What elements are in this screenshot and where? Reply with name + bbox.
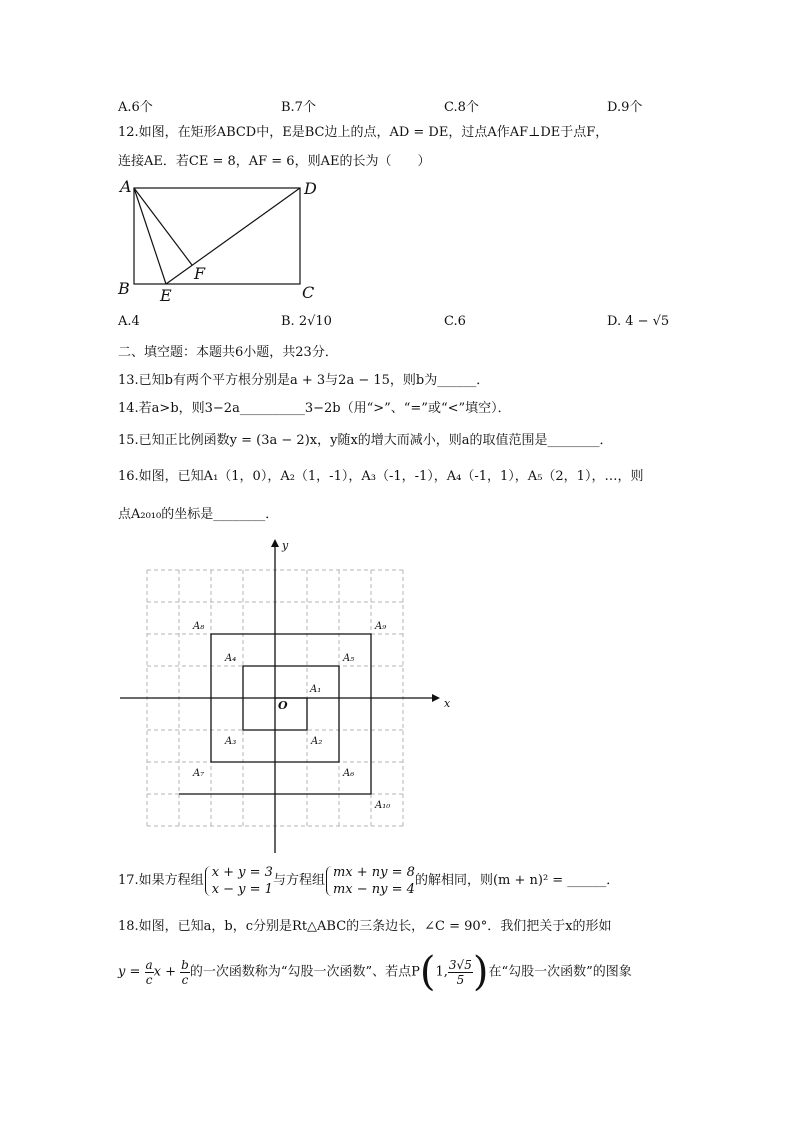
- q18-text-end: 在“勾股一次函数”的图象: [488, 964, 632, 980]
- label-d: D: [304, 179, 317, 198]
- point-label-a2: A₂: [311, 736, 323, 747]
- p-frac-num: 3√5: [448, 957, 472, 972]
- q11-option-c: C.8个: [444, 100, 479, 115]
- q11-option-d: D.9个: [607, 100, 643, 115]
- q17-middle: 与方程组: [272, 873, 325, 888]
- q18-frac1: [145, 958, 154, 987]
- x-axis-label: x: [444, 697, 450, 710]
- label-a: A: [120, 177, 132, 196]
- q14-text: 14.若a>b，则3−2a__________3−2b（用“>”、“=”或“<”填空）．: [118, 401, 511, 416]
- point-label-a3: A₃: [225, 736, 237, 747]
- q12-rectangle-figure: [112, 176, 332, 306]
- segment-af: [134, 188, 192, 265]
- point-label-a8: A₈: [193, 621, 205, 632]
- rectangle-abcd: [134, 188, 300, 284]
- segment-de: [166, 188, 300, 284]
- q17-system-2: [325, 864, 415, 898]
- q18-line1: 18.如图，已知a，b，c分别是Rt△ABC的三条边长，∠C = 90°．我们把关于x的形如: [118, 919, 612, 934]
- sys2-eq2: mx − ny = 4: [332, 881, 415, 897]
- sys1-eq2: x − y = 1: [211, 881, 273, 897]
- y-axis-arrow: [271, 539, 279, 547]
- q11-option-b: B.7个: [281, 100, 316, 115]
- label-b: B: [118, 279, 130, 298]
- y-axis-label: y: [282, 539, 289, 552]
- right-paren: ): [472, 949, 489, 995]
- q12-line2: 连接AE．若CE = 8，AF = 6，则AE的长为（ ）: [118, 154, 431, 169]
- q18-y-eq: y =: [118, 964, 141, 980]
- q18-x-plus: x +: [153, 964, 177, 980]
- q12-option-a: A.4: [118, 314, 140, 329]
- q15-text: 15.已知正比例函数y = (3a − 2)x，y随x的增大而减小，则a的取值范围是________．: [118, 433, 613, 448]
- sys1-eq1: x + y = 3: [211, 864, 273, 880]
- section2-title: 二、填空题：本题共6小题，共23分．: [118, 345, 338, 360]
- q17-prefix: 17.如果方程组: [118, 873, 204, 888]
- point-label-a6: A₆: [343, 768, 355, 779]
- q12-option-c: C.6: [444, 314, 466, 329]
- q18-frac2: [180, 958, 190, 987]
- frac2-num: b: [181, 957, 189, 972]
- label-e: E: [160, 286, 172, 305]
- p-frac-den: 5: [456, 972, 465, 987]
- frac2-den: c: [181, 972, 189, 987]
- q13-text: 13.已知b有两个平方根分别是a + 3与2a − 15，则b为______．: [118, 373, 490, 388]
- q12-option-d: D. 4 − √5: [607, 314, 670, 329]
- label-f: F: [194, 264, 206, 283]
- label-c: C: [302, 283, 315, 302]
- x-axis-arrow: [432, 694, 440, 702]
- q16-spiral-figure: [110, 535, 450, 855]
- q11-options: [118, 96, 678, 114]
- q17-system-1: [204, 864, 273, 898]
- point-label-a10: A₁₀: [375, 800, 391, 811]
- q12-option-b: B. 2√10: [281, 314, 332, 329]
- q12-options: [118, 314, 678, 332]
- q17-line: [118, 862, 619, 900]
- q17-suffix: 的解相同，则(m + n)² = ______．: [414, 873, 620, 888]
- q18-p-first: 1,: [435, 964, 448, 980]
- q16-line1: 16.如图，已知A₁（1，0），A₂（1，-1），A₃（-1，-1），A₄（-1，1），A₅（2，1），…，则: [118, 469, 644, 484]
- q18-text-after: 的一次函数称为“勾股一次函数”、若点P: [189, 964, 420, 980]
- sys2-eq1: mx + ny = 8: [332, 864, 415, 880]
- q16-line2: 点A₂₀₁₀的坐标是________．: [118, 507, 279, 522]
- q11-option-a: A.6个: [118, 100, 153, 115]
- point-label-a7: A₇: [193, 768, 205, 779]
- point-label-a4: A₄: [225, 653, 237, 664]
- origin-label: O: [278, 699, 288, 712]
- frac1-num: a: [145, 957, 153, 972]
- q12-line1: 12.如图，在矩形ABCD中，E是BC边上的点，AD = DE，过点A作AF⊥DE于点F，: [118, 125, 609, 140]
- point-label-a1: A₁: [310, 684, 322, 695]
- segment-ae: [134, 188, 166, 284]
- frac1-den: c: [145, 972, 153, 987]
- q18-p-frac: [448, 958, 473, 987]
- point-label-a5: A₅: [343, 653, 355, 664]
- point-label-a9: A₉: [375, 621, 387, 632]
- q18-line2: [118, 950, 632, 995]
- left-paren: (: [419, 949, 436, 995]
